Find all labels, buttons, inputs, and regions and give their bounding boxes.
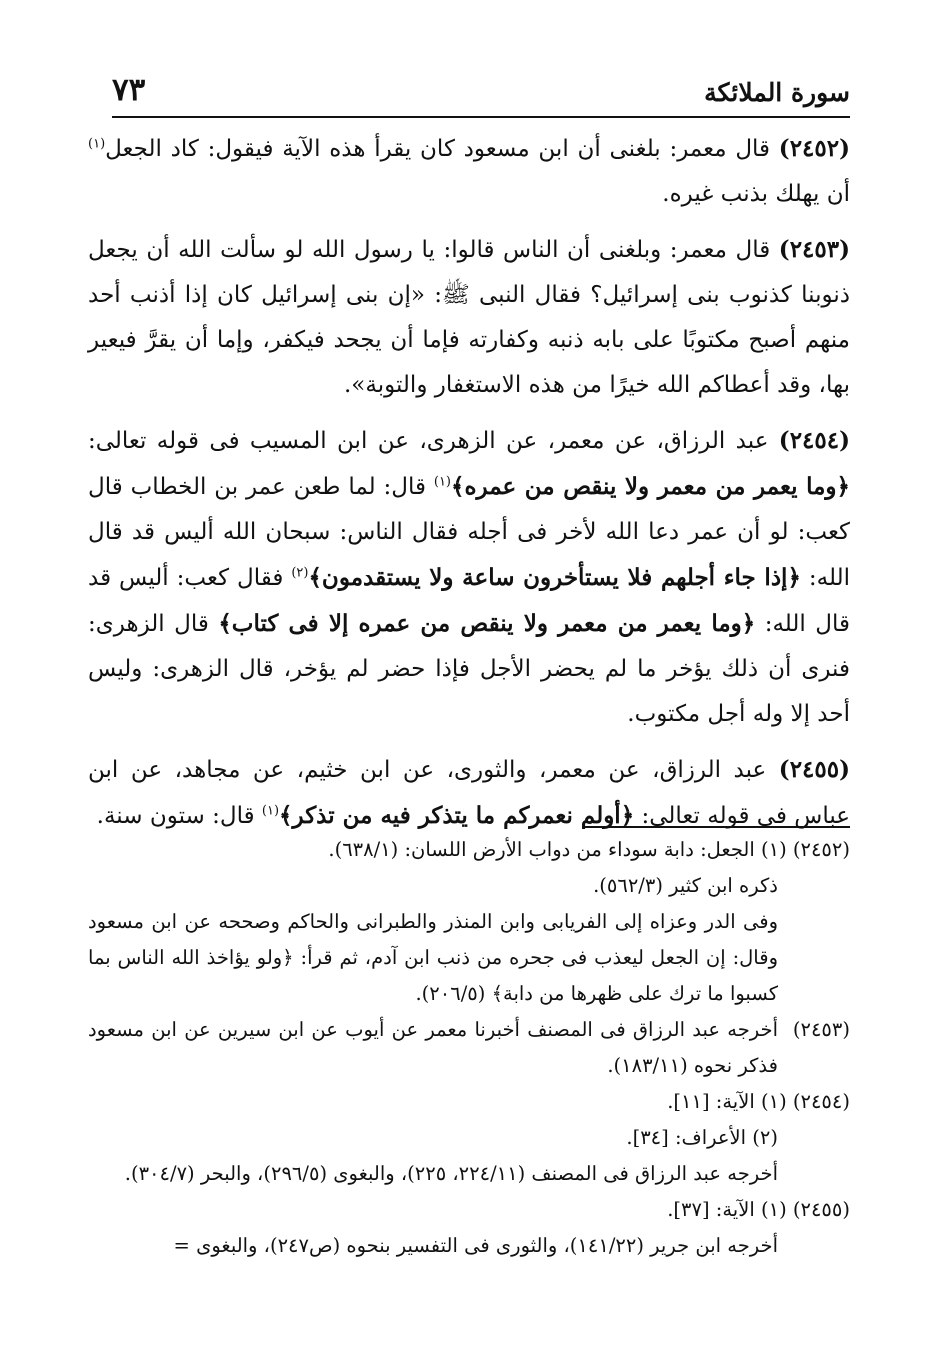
footnote-2455-line: (٢٤٥٥) (١) الآية: [٣٧]. [667,1198,850,1221]
footnote-2453 [88,1012,850,1084]
footnote-ref: (١) [261,803,280,819]
page-header [112,68,850,118]
footnote-2454-line: (٢٤٥٤) (١) الآية: [١١]. [667,1090,850,1113]
quran-quote: ﴿وما يعمر من معمر ولا ينقص من عمره﴾ [451,473,851,500]
hadith-number: (٢٤٥٣) [778,236,850,263]
footnote-2452-line: (٢٤٥٢) (١) الجعل: دابة سوداء من دواب الأرض اللسان: (٦٣٨/١). [328,838,850,861]
paragraph-text: فقال كعب: أليس قد قال الله: [88,565,850,637]
paragraph-2452 [88,126,850,217]
footnote-text: أخرجه عبد الرزاق فى المصنف أخبرنا معمر عن أيوب عن ابن سيرين عن ابن مسعود فذكر نحوه (١٨٣/١١). [88,1018,778,1077]
paragraph-text: قال: لما طعن عمر بن الخطاب قال كعب: لو أن عمر دعا الله لأخر فى أجله فقال الناس: سبحان الله أليس قد قال الله: [88,474,850,591]
footnote-2454-line: أخرجه عبد الرزاق فى المصنف (٢٢٤/١١، ٢٢٥)، والبغوى (٢٩٦/٥)، والبحر (٣٠٤/٧). [124,1162,778,1185]
paragraph-text: عبد الرزاق، عن معمر، والثورى، عن ابن خثيم، عن مجاهد، عن ابن عباس فى قوله تعالى: [88,757,850,829]
footnote-2455-line: أخرجه ابن جرير (١٤١/٢٢)، والثورى فى التفسير بنحوه (ص٢٤٧)، والبغوى = [173,1234,778,1257]
hadith-number: (٢٤٥٥) [778,756,850,783]
footnotes [88,832,850,1264]
footnote-ref: (١) [433,474,451,490]
paragraph-text: قال: ستون سنة. [96,803,262,829]
quran-quote: ﴿وما يعمر من معمر ولا ينقص من عمره إلا فى كتاب﴾ [218,610,756,637]
footnote-divider [585,826,850,828]
surah-title: سورة الملائكة [704,78,850,107]
paragraph-text: قال معمر: وبلغنى أن الناس قالوا: يا رسول الله لو سألت الله أن يجعل ذنوبنا كذنوب بنى إسرائيل؟ فقال النبى ﷺ: «إن بنى إسرائيل كان إذا أذنب أحد منهم أصبح مكتوبًا على بابه ذنبه وكفارته فإما أن يجحد فيكفر، وإما أن يقرَّ فيعير بها، وقد أعطاكم الله خيرًا من هذه الاستغفار والتوبة». [88,237,850,398]
main-text [88,126,850,849]
footnote-2452-line: ذكره ابن كثير (٥٦٢/٣). [593,874,778,897]
paragraph-text: قال الزهرى: فنرى أن ذلك يؤخر ما لم يحضر الأجل فإذا حضر لم يؤخر، قال الزهرى: وليس أحد إلا وله أجل مكتوب. [88,611,850,727]
quran-quote: ﴿أولم نعمركم ما يتذكر فيه من تذكر﴾ [279,802,635,829]
page-number: ٧٣ [112,72,146,108]
paragraph-2454 [88,418,850,737]
footnote-2452-line: وفى الدر وعزاه إلى الفريابى وابن المنذر والطبرانى والحاكم وصححه عن ابن مسعود وقال: إن الجعل ليعذب فى جحره من ذنب ابن آدم، ثم قرأ: ﴿ولو يؤاخذ الله الناس بما كسبوا ما ترك على ظهرها من دابة﴾ (٢٠٦/٥). [88,910,778,1005]
quran-quote: ﴿إذا جاء أجلهم فلا يستأخرون ساعة ولا يستقدمون﴾ [308,564,801,591]
paragraph-2453 [88,227,850,408]
hadith-number: (٢٤٥٢) [778,135,850,162]
hadith-number: (٢٤٥٤) [778,427,850,454]
paragraph-text: أن يهلك بذنب غيره. [662,181,850,207]
footnote-ref: (١) [88,136,106,152]
footnote-2454-line: (٢) الأعراف: [٣٤]. [626,1126,778,1149]
footnote-ref: (٢) [291,565,309,581]
paragraph-text: قال معمر: بلغنى أن ابن مسعود كان يقرأ هذه الآية فيقول: كاد الجعل [105,136,779,162]
footnote-label: (٢٤٥٣) [792,1018,850,1041]
paragraph-text: عبد الرزاق، عن معمر، عن الزهرى، عن ابن المسيب فى قوله تعالى: [88,428,779,454]
